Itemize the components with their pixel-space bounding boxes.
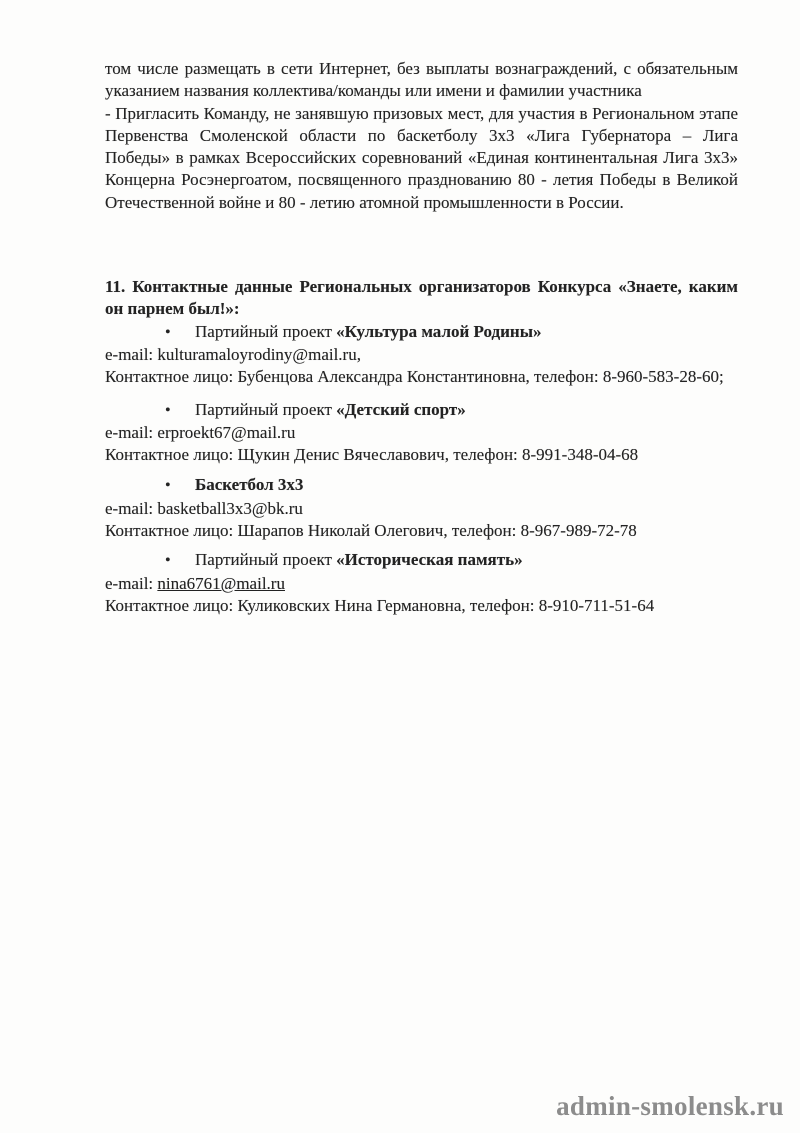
bullet-icon: • — [165, 323, 171, 341]
project-title-name: «Детский спорт» — [336, 399, 466, 419]
project-title-line — [105, 321, 738, 344]
contact-block-kultura — [105, 321, 738, 389]
project-title-prefix: Партийный проект — [195, 321, 337, 341]
email-label: e-mail: — [105, 573, 158, 593]
contact-person-line: Контактное лицо: Куликовских Нина Германовна, телефон: 8-910-711-51-64 — [105, 595, 655, 615]
project-title-name: «Историческая память» — [336, 550, 523, 570]
project-title-line — [105, 399, 738, 422]
project-title-prefix: Партийный проект — [195, 399, 337, 419]
site-watermark: admin-smolensk.ru — [556, 1091, 784, 1121]
intro-paragraph-continuation: том числе размещать в сети Интернет, без выплаты вознаграждений, с обязательным указанием названия коллектива/команды или имени и фамилии участника — [105, 59, 738, 101]
contact-block-istoricheskaya-pamyat — [105, 549, 738, 617]
email-line — [105, 573, 738, 595]
project-title-line — [105, 549, 738, 572]
section-11-heading: 11. Контактные данные Региональных организаторов Конкурса «Знаете, каким он парнем был!»: — [105, 277, 738, 319]
contact-person-line: Контактное лицо: Шарапов Николай Олегович, телефон: 8-967-989-72-78 — [105, 521, 637, 541]
email-label: e-mail: — [105, 498, 158, 518]
email-label: e-mail: — [105, 344, 158, 364]
project-title-prefix: Партийный проект — [195, 550, 337, 570]
email-address: nina6761@mail.ru — [157, 573, 285, 593]
bullet-icon: • — [165, 401, 171, 419]
contact-person-line: Контактное лицо: Бубенцова Александра Константиновна, телефон: 8-960-583-28-60; — [105, 367, 724, 387]
project-title-name: «Культура малой Родины» — [336, 321, 542, 341]
project-title-name: Баскетбол 3х3 — [195, 475, 304, 495]
email-line — [105, 344, 738, 366]
contact-block-basketball — [105, 474, 738, 542]
email-label: e-mail: — [105, 422, 158, 442]
contact-person-line: Контактное лицо: Щукин Денис Вячеславович, телефон: 8-991-348-04-68 — [105, 445, 639, 465]
bullet-icon: • — [165, 552, 171, 570]
email-address: kulturamaloyrodiny@mail.ru, — [157, 344, 361, 364]
email-line — [105, 498, 738, 520]
project-title-line — [105, 474, 738, 497]
invite-team-paragraph: - Пригласить Команду, не занявшую призовых мест, для участия в Региональном этапе Первенства Смоленской области по баскетболу 3х3 «Лига Губернатора – Лига Победы» в рамках Всероссийских соревнований «Единая континентальная Лига 3х3» Концерна Росэнергоатом, посвященного празднованию 80 - летия Победы в Великой Отечественной войне и 80 - летию атомной промышленности в России. — [105, 103, 738, 212]
email-address: erproekt67@mail.ru — [157, 422, 296, 442]
email-line — [105, 422, 738, 444]
contact-block-detsky-sport — [105, 399, 738, 467]
email-address: basketball3x3@bk.ru — [157, 498, 303, 518]
bullet-icon: • — [165, 477, 171, 495]
